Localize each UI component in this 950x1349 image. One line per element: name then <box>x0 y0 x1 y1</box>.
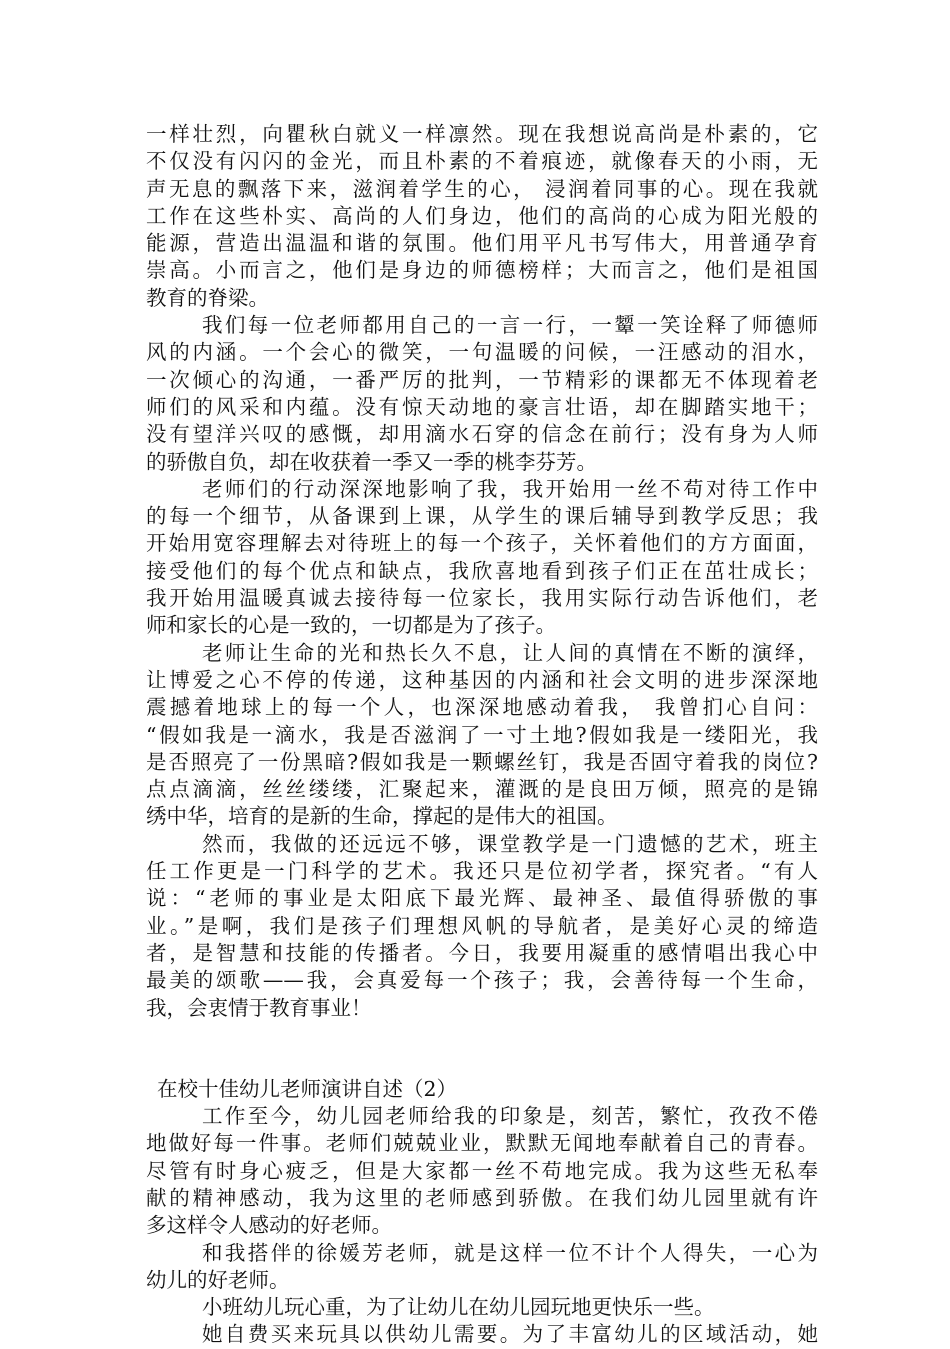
text-line: 声无息的飘落下来，滋润着学生的心， 浸润着同事的心。现在我就 <box>146 176 818 201</box>
text-line: 师和家长的心是一致的，一切都是为了孩子。 <box>146 613 556 638</box>
text-line: 是否照亮了一份黑暗?假如我是一颗螺丝钉，我是否固守着我的岗位? <box>146 749 818 774</box>
text-line: 老师们的行动深深地影响了我，我开始用一丝不苟对待工作中 <box>202 476 818 501</box>
text-line: 尽管有时身心疲乏，但是大家都一丝不苟地完成。我为这些无私奉 <box>146 1158 818 1183</box>
text-line: 教育的脊梁。 <box>146 285 269 310</box>
paragraph <box>146 312 818 476</box>
text-line: 震撼着地球上的每一个人，也深深地感动着我， 我曾扪心自问： <box>146 695 818 720</box>
text-line: 说：“老师的事业是太阳底下最光辉、最神圣、最值得骄傲的事 <box>146 886 818 911</box>
text-line: 师们的风采和内蕴。没有惊天动地的豪言壮语，却在脚踏实地干； <box>146 394 818 419</box>
text-line: 绣中华，培育的是新的生命，撑起的是伟大的祖国。 <box>146 804 618 829</box>
text-line: 让博爱之心不停的传递，这种基因的内涵和社会文明的进步深深地 <box>146 667 818 692</box>
text-line: “假如我是一滴水，我是否滋润了一寸土地?假如我是一缕阳光，我 <box>146 722 818 747</box>
text-line: 的每一个细节，从备课到上课，从学生的课后辅导到教学反思；我 <box>146 504 818 529</box>
paragraph <box>146 1294 818 1321</box>
text-line: 工作至今，幼儿园老师给我的印象是，刻苦，繁忙，孜孜不倦 <box>202 1104 818 1129</box>
text-line: 接受他们的每个优点和缺点，我欣喜地看到孩子们正在茁壮成长； <box>146 558 818 583</box>
text-line: 没有望洋兴叹的感慨，却用滴水石穿的信念在前行；没有身为人师 <box>146 422 818 447</box>
paragraph <box>146 640 818 831</box>
text-line: 然而，我做的还远远不够，课堂教学是一门遗憾的艺术，班主 <box>202 831 818 856</box>
document-page <box>146 121 818 1349</box>
text-line: 者，是智慧和技能的传播者。今日，我要用凝重的感情唱出我心中 <box>146 940 818 965</box>
text-line: 崇高。小而言之，他们是身边的师德榜样；大而言之，他们是祖国 <box>146 258 818 283</box>
paragraph <box>146 121 818 312</box>
text-line: 我开始用温暖真诚去接待每一位家长，我用实际行动告诉他们，老 <box>146 586 818 611</box>
text-line: 她自费买来玩具以供幼儿需要。为了丰富幼儿的区域活动，她 <box>202 1322 818 1347</box>
text-line: 一样壮烈，向瞿秋白就义一样凛然。现在我想说高尚是朴素的，它 <box>146 122 818 146</box>
text-line: 工作在这些朴实、高尚的人们身边，他们的高尚的心成为阳光般的 <box>146 203 818 228</box>
text-line: 业。”是啊，我们是孩子们理想风帆的导航者，是美好心灵的缔造 <box>146 913 818 938</box>
text-line: 和我搭伴的徐媛芳老师，就是这样一位不计个人得失，一心为 <box>202 1240 818 1265</box>
text-line: 小班幼儿玩心重，为了让幼儿在幼儿园玩地更快乐一些。 <box>202 1295 715 1320</box>
text-line: 风的内涵。一个会心的微笑，一句温暖的问候，一汪感动的泪水， <box>146 340 818 365</box>
text-line: 我们每一位老师都用自己的一言一行，一颦一笑诠释了师德师 <box>202 313 818 338</box>
text-line: 能源，营造出温温和谐的氛围。他们用平凡书写伟大，用普通孕育 <box>146 231 818 256</box>
text-line: 最美的颂歌——我，会真爱每一个孩子；我，会善待每一个生命， <box>146 968 818 993</box>
paragraph <box>146 1321 818 1348</box>
paragraph <box>146 831 818 1022</box>
section-title: 在校十佳幼儿老师演讲自述（2） <box>157 1076 458 1101</box>
text-line: 老师让生命的光和热长久不息，让人间的真情在不断的演绎， <box>202 640 818 665</box>
text-line: 一次倾心的沟通，一番严厉的批判，一节精彩的课都无不体现着老 <box>146 367 818 392</box>
text-line: 的骄傲自负，却在收获着一季又一季的桃李芬芳。 <box>146 449 597 474</box>
text-line: 多这样令人感动的好老师。 <box>146 1213 392 1238</box>
paragraph <box>146 1103 818 1239</box>
paragraph <box>146 476 818 640</box>
document-body-part2 <box>146 1103 818 1349</box>
paragraph <box>146 1240 818 1295</box>
section-gap <box>146 1022 818 1076</box>
text-line: 任工作更是一门科学的艺术。我还只是位初学者，探究者。“有人 <box>146 859 818 884</box>
text-line: 幼儿的好老师。 <box>146 1267 290 1292</box>
text-line: 地做好每一件事。老师们兢兢业业，默默无闻地奉献着自己的青春。 <box>146 1131 818 1156</box>
text-line: 开始用宽容理解去对待班上的每一个孩子，关怀着他们的方方面面， <box>146 531 818 556</box>
text-line: 不仅没有闪闪的金光，而且朴素的不着痕迹，就像春天的小雨，无 <box>146 149 818 174</box>
text-line: 我，会衷情于教育事业！ <box>146 995 372 1020</box>
document-body-part1 <box>146 121 818 1022</box>
text-line: 献的精神感动，我为这里的老师感到骄傲。在我们幼儿园里就有许 <box>146 1185 818 1210</box>
text-line: 点点滴滴，丝丝缕缕，汇聚起来，灌溉的是良田万倾，照亮的是锦 <box>146 777 818 802</box>
